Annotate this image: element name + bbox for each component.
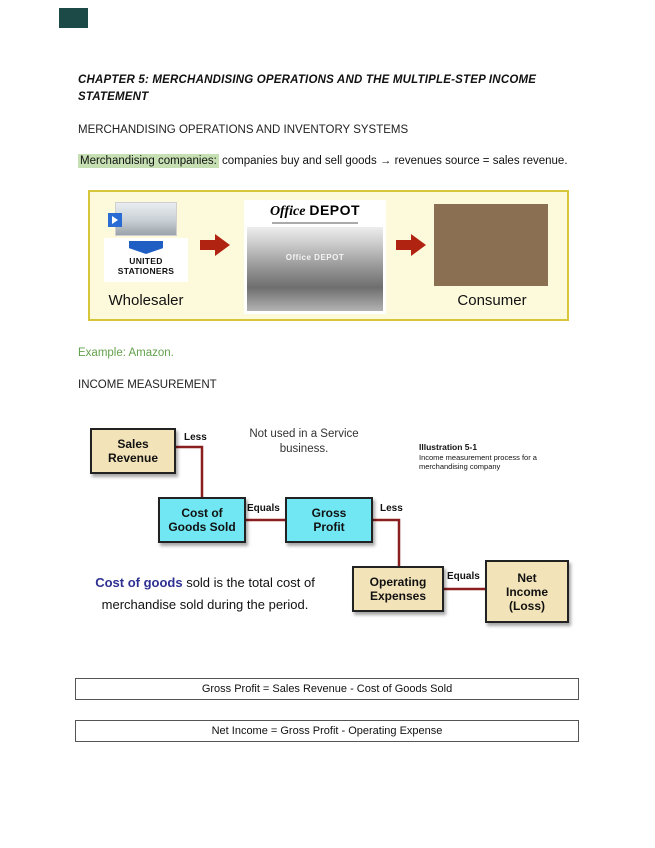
play-icon bbox=[108, 213, 122, 227]
service-business-note: Not used in a Service business. bbox=[249, 428, 359, 455]
united-stationers-emblem-icon bbox=[129, 241, 163, 254]
operating-expenses-box: Operating Expenses bbox=[352, 566, 444, 612]
cost-of-goods-note bbox=[92, 572, 318, 616]
illustration-caption: Income measurement process for a merchandising company bbox=[419, 453, 537, 471]
arrow-right-icon bbox=[396, 234, 428, 256]
united-stationers-logo bbox=[104, 238, 188, 282]
merchandising-definition bbox=[78, 155, 568, 167]
arrow-head bbox=[411, 234, 426, 256]
office-depot-logo-depot: DEPOT bbox=[309, 202, 361, 218]
united-stationers-building-photo bbox=[115, 202, 177, 236]
distribution-chain-figure bbox=[88, 190, 569, 321]
less-label: Less bbox=[380, 503, 403, 514]
equals-label: Equals bbox=[247, 503, 280, 514]
example-text: Example: Amazon. bbox=[78, 347, 174, 359]
chapter-title: CHAPTER 5: MERCHANDISING OPERATIONS AND THE MULTIPLE-STEP INCOME STATEMENT bbox=[78, 74, 537, 103]
wholesaler-image-group bbox=[104, 202, 188, 282]
arrow-head bbox=[215, 234, 230, 256]
consumer-label: Consumer bbox=[457, 292, 527, 309]
office-depot-logo-office: Office bbox=[269, 204, 306, 219]
formula-gross-profit: Gross Profit = Sales Revenue - Cost of Goods Sold bbox=[75, 678, 579, 700]
net-income-box: Net Income (Loss) bbox=[485, 560, 569, 623]
equals-label: Equals bbox=[447, 571, 480, 582]
storefront-sign-text: Office DEPOT bbox=[285, 253, 345, 262]
cost-of-goods-note-text: sold is the total cost of merchandise sold during the period. bbox=[101, 575, 315, 612]
section-heading-merchandising: MERCHANDISING OPERATIONS AND INVENTORY SYSTEMS bbox=[78, 124, 409, 136]
consumer-mall-photo bbox=[434, 204, 548, 286]
less-label: Less bbox=[184, 432, 207, 443]
formula-net-income: Net Income = Gross Profit - Operating Expense bbox=[75, 720, 579, 742]
gross-profit-box: Gross Profit bbox=[285, 497, 373, 543]
merchandising-definition-text: companies buy and sell goods → revenues source = sales revenue. bbox=[218, 155, 568, 167]
illustration-title: Illustration 5-1 bbox=[419, 442, 478, 452]
united-stationers-logo-text: UNITED STATIONERS bbox=[117, 256, 175, 276]
corner-mark bbox=[59, 8, 88, 28]
office-depot-image-group bbox=[244, 200, 386, 314]
office-depot-storefront-photo bbox=[247, 227, 383, 311]
office-depot-logo bbox=[244, 202, 386, 220]
arrow-right-icon bbox=[200, 234, 232, 256]
office-depot-tagline-bar bbox=[272, 222, 358, 224]
arrow-shaft bbox=[396, 240, 411, 250]
sales-revenue-box: Sales Revenue bbox=[90, 428, 176, 474]
arrow-shaft bbox=[200, 240, 215, 250]
illustration-caption-block bbox=[419, 442, 557, 471]
section-heading-income: INCOME MEASUREMENT bbox=[78, 379, 217, 391]
merchandising-term-highlight: Merchandising companies: bbox=[80, 155, 217, 167]
cost-of-goods-note-highlight: Cost of goods bbox=[95, 575, 183, 590]
cost-of-goods-sold-box: Cost of Goods Sold bbox=[158, 497, 246, 543]
wholesaler-label: Wholesaler bbox=[108, 292, 184, 309]
